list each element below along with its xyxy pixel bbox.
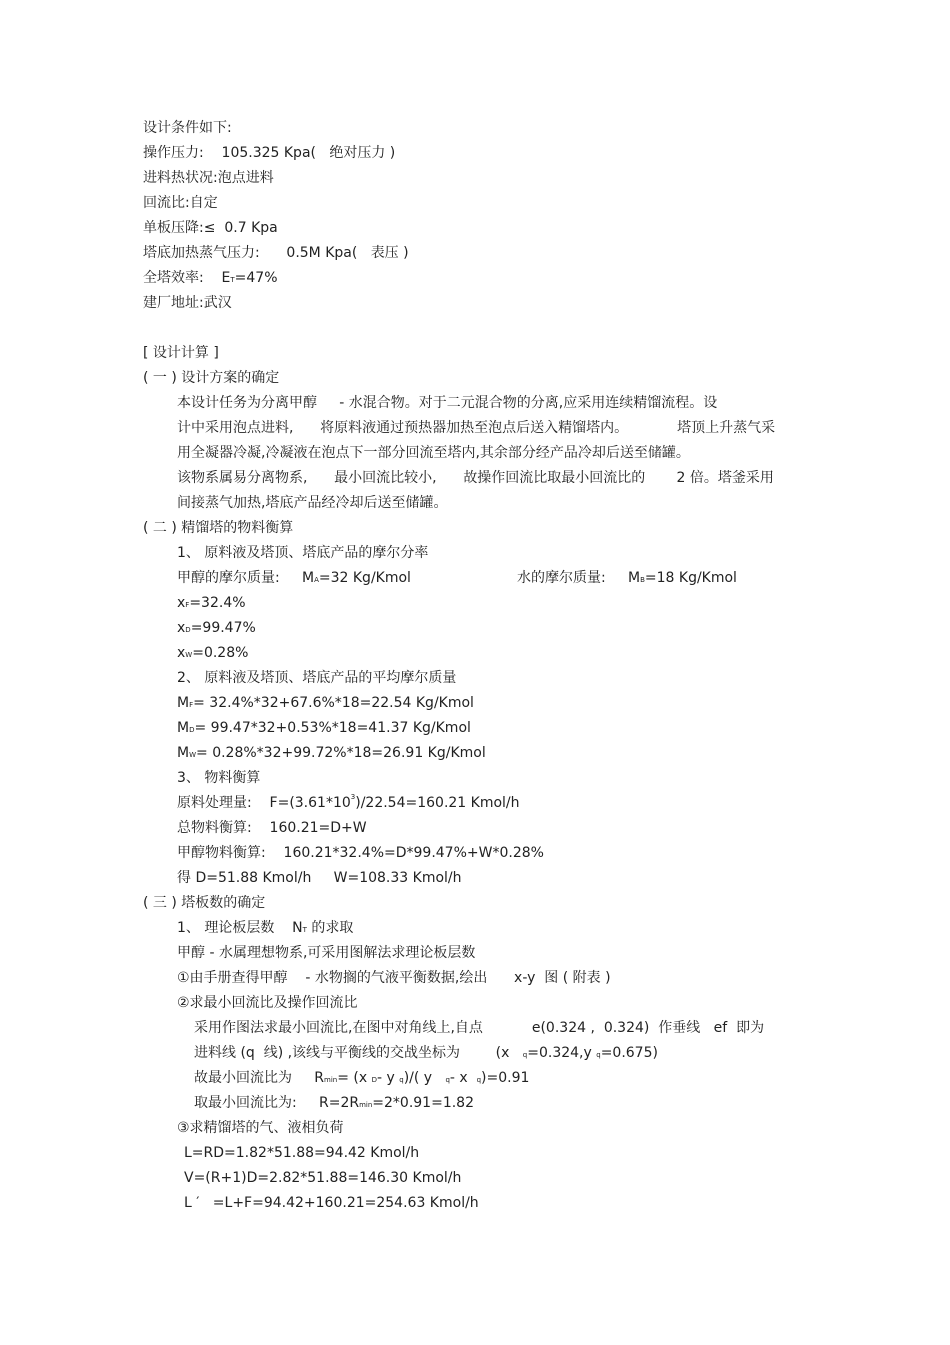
md-equation: MD= 99.47*32+0.53%*18=41.37 Kg/Kmol — [177, 720, 471, 736]
feed-rate-equation: 原料处理量: $F=(3.61*10^3)/22.54=160.21$ Kmol/h — [177, 793, 520, 811]
section1-paragraph-line: 计中采用泡点进料, 将原料液通过预热器加热至泡点后送入精馏塔内。 塔顶上升蒸气采 — [177, 420, 776, 436]
column-efficiency: 全塔效率: ET=47% — [143, 270, 278, 286]
subsection-heading: 1、 理论板层数 NT 的求取 — [177, 920, 354, 936]
feed-line-intersection: 进料线 (q 线) ,该线与平衡线的交战坐标为 (x q=0.324,y q=0.675) — [194, 1045, 658, 1061]
step-two: ②求最小回流比及操作回流比 — [177, 995, 358, 1011]
conditions-heading: 设计条件如下: — [143, 120, 232, 136]
stripping-liquid-equation: L ′ =L+F=94.42+160.21=254.63 Kmol/h — [184, 1195, 479, 1211]
body-text: 甲醇 - 水属理想物系,可采用图解法求理论板层数 — [177, 945, 476, 961]
mf-equation: MF= 32.4%*32+67.6%*18=22.54 Kg/Kmol — [177, 695, 474, 711]
xf-value: xF=32.4% — [177, 595, 246, 611]
total-balance-equation: 总物料衡算: 160.21=D+W — [177, 820, 367, 836]
step-one: ①由手册查得甲醇 - 水物搁的气液平衡数据,绘出 x-y 图 ( 附表 ) — [177, 970, 611, 986]
balance-result: 得 D=51.88 Kmol/h W=108.33 Kmol/h — [177, 870, 462, 886]
steam-pressure: 塔底加热蒸气压力: 0.5M Kpa( 表压 ) — [143, 245, 409, 261]
plate-pressure-drop: 单板压降:≤ 0.7 Kpa — [143, 220, 278, 236]
section2-title: ( 二 ) 精馏塔的物料衡算 — [143, 520, 294, 536]
rmin-equation: 故最小回流比为 Rmin= (x D- y q)/( y q- x q)=0.91 — [194, 1070, 530, 1086]
min-reflux-method: 采用作图法求最小回流比,在图中对角线上,自点 e(0.324 , 0.324) 作垂线 ef 即为 — [194, 1020, 765, 1036]
reflux-ratio: 回流比:自定 — [143, 195, 218, 211]
plant-site: 建厂地址:武汉 — [143, 295, 232, 311]
methanol-balance-equation: 甲醇物料衡算: 160.21*32.4%=D*99.47%+W*0.28% — [177, 845, 544, 861]
calculation-heading: [ 设计计算 ] — [143, 345, 219, 361]
subsection-heading: 1、 原料液及塔顶、塔底产品的摩尔分率 — [177, 545, 429, 561]
xd-value: xD=99.47% — [177, 620, 256, 636]
molar-mass-water: 水的摩尔质量: MB=18 Kg/Kmol — [517, 570, 737, 586]
section1-paragraph-line: 用全凝器冷凝,冷凝液在泡点下一部分回流至塔内,其余部分经产品冷却后送至储罐。 — [177, 445, 690, 461]
subsection-heading: 3、 物料衡算 — [177, 770, 261, 786]
molar-mass-methanol: 甲醇的摩尔质量: MA=32 Kg/Kmol — [177, 570, 411, 586]
section3-title: ( 三 ) 塔板数的确定 — [143, 895, 266, 911]
operating-pressure: 操作压力: 105.325 Kpa( 绝对压力 ) — [143, 145, 396, 161]
feed-thermal-state: 进料热状况:泡点进料 — [143, 170, 274, 186]
mw-equation: MW= 0.28%*32+99.72%*18=26.91 Kg/Kmol — [177, 745, 486, 761]
section1-paragraph-line: 本设计任务为分离甲醇 - 水混合物。对于二元混合物的分离,应采用连续精馏流程。设 — [177, 395, 718, 411]
step-three: ③求精馏塔的气、液相负荷 — [177, 1120, 344, 1136]
section1-paragraph-line: 该物系属易分离物系, 最小回流比较小, 故操作回流比取最小回流比的 2 倍。塔釜采用 — [177, 470, 774, 486]
subsection-heading: 2、 原料液及塔顶、塔底产品的平均摩尔质量 — [177, 670, 457, 686]
section1-title: ( 一 ) 设计方案的确定 — [143, 370, 280, 386]
reflux-ratio-equation: 取最小回流比为: R=2Rmin=2*0.91=1.82 — [194, 1095, 474, 1111]
vapor-load-equation: V=(R+1)D=2.82*51.88=146.30 Kmol/h — [184, 1170, 462, 1186]
xw-value: xW=0.28% — [177, 645, 249, 661]
liquid-load-equation: L=RD=1.82*51.88=94.42 Kmol/h — [184, 1145, 420, 1161]
section1-paragraph-line: 间接蒸气加热,塔底产品经冷却后送至储罐。 — [177, 495, 448, 511]
